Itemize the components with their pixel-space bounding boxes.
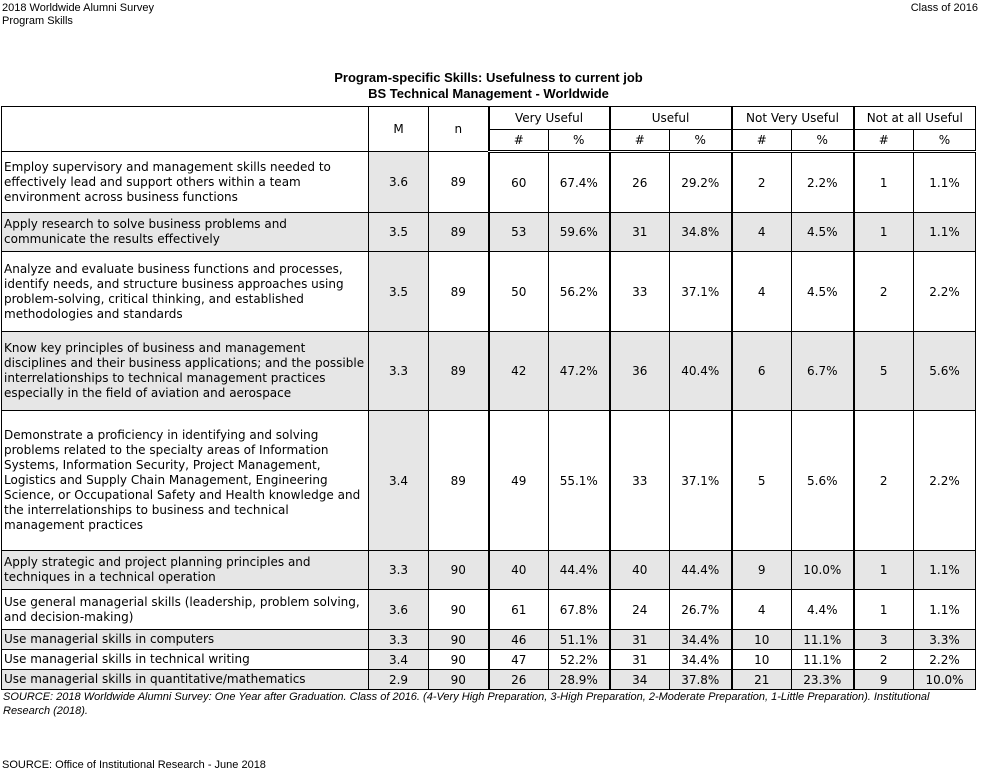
mean-value: 3.6 xyxy=(369,590,429,630)
not-at-all-useful-pct: 2.2% xyxy=(914,411,976,551)
header-not-very-useful: Not Very Useful xyxy=(732,107,854,130)
table-row xyxy=(2,411,976,551)
report-header xyxy=(2,2,154,28)
header-row-groups xyxy=(2,107,976,130)
very-useful-pct: 47.2% xyxy=(549,332,610,411)
not-at-all-useful-count: 1 xyxy=(854,551,914,590)
n-value: 89 xyxy=(429,252,489,332)
header-count: # xyxy=(732,130,792,152)
not-at-all-useful-pct: 1.1% xyxy=(914,551,976,590)
section-name: Program Skills xyxy=(2,15,73,27)
not-very-useful-pct: 4.5% xyxy=(792,213,854,252)
not-at-all-useful-count: 9 xyxy=(854,670,914,690)
useful-count: 31 xyxy=(610,630,670,650)
not-very-useful-count: 6 xyxy=(732,332,792,411)
useful-count: 31 xyxy=(610,650,670,670)
useful-count: 24 xyxy=(610,590,670,630)
table-row xyxy=(2,590,976,630)
source-note: SOURCE: 2018 Worldwide Alumni Survey: One Year after Graduation. Class of 2016. (4-Very High Preparation, 3-High Preparation, 2-Moderate Preparation, 1-Little Preparation). Institutional Research (2018). xyxy=(3,691,930,717)
not-at-all-useful-count: 2 xyxy=(854,411,914,551)
header-m: M xyxy=(369,107,429,152)
very-useful-count: 49 xyxy=(489,411,549,551)
table-row xyxy=(2,551,976,590)
very-useful-count: 53 xyxy=(489,213,549,252)
very-useful-pct: 56.2% xyxy=(549,252,610,332)
not-very-useful-count: 4 xyxy=(732,252,792,332)
n-value: 90 xyxy=(429,590,489,630)
mean-value: 2.9 xyxy=(369,670,429,690)
header-count: # xyxy=(854,130,914,152)
mean-value: 3.3 xyxy=(369,630,429,650)
not-at-all-useful-count: 2 xyxy=(854,650,914,670)
not-at-all-useful-count: 2 xyxy=(854,252,914,332)
skill-label: Use managerial skills in quantitative/mathematics xyxy=(2,670,369,690)
very-useful-pct: 44.4% xyxy=(549,551,610,590)
useful-count: 36 xyxy=(610,332,670,411)
n-value: 90 xyxy=(429,630,489,650)
very-useful-pct: 67.4% xyxy=(549,152,610,213)
useful-pct: 37.1% xyxy=(670,411,732,551)
not-very-useful-pct: 11.1% xyxy=(792,630,854,650)
not-very-useful-count: 2 xyxy=(732,152,792,213)
useful-count: 33 xyxy=(610,252,670,332)
not-at-all-useful-count: 3 xyxy=(854,630,914,650)
not-at-all-useful-count: 5 xyxy=(854,332,914,411)
n-value: 89 xyxy=(429,411,489,551)
very-useful-count: 47 xyxy=(489,650,549,670)
header-pct: % xyxy=(914,130,976,152)
table-row xyxy=(2,670,976,690)
very-useful-pct: 55.1% xyxy=(549,411,610,551)
not-at-all-useful-pct: 5.6% xyxy=(914,332,976,411)
not-at-all-useful-pct: 1.1% xyxy=(914,590,976,630)
useful-count: 34 xyxy=(610,670,670,690)
header-count: # xyxy=(489,130,549,152)
useful-pct: 44.4% xyxy=(670,551,732,590)
not-very-useful-count: 5 xyxy=(732,411,792,551)
very-useful-count: 40 xyxy=(489,551,549,590)
not-at-all-useful-count: 1 xyxy=(854,213,914,252)
not-very-useful-pct: 2.2% xyxy=(792,152,854,213)
not-very-useful-pct: 4.4% xyxy=(792,590,854,630)
very-useful-count: 42 xyxy=(489,332,549,411)
very-useful-count: 26 xyxy=(489,670,549,690)
very-useful-count: 46 xyxy=(489,630,549,650)
header-pct: % xyxy=(549,130,610,152)
not-at-all-useful-count: 1 xyxy=(854,152,914,213)
table-row xyxy=(2,252,976,332)
not-very-useful-pct: 5.6% xyxy=(792,411,854,551)
table-row xyxy=(2,213,976,252)
not-very-useful-pct: 11.1% xyxy=(792,650,854,670)
skill-label: Employ supervisory and management skills needed to effectively lead and support others within a team environment across business functions xyxy=(2,152,369,213)
mean-value: 3.4 xyxy=(369,650,429,670)
skill-label: Know key principles of business and management disciplines and their business applications; and the possible interrelationships to technical management practices especially in the field of aviation and aerospace xyxy=(2,332,369,411)
useful-count: 40 xyxy=(610,551,670,590)
not-very-useful-count: 4 xyxy=(732,590,792,630)
not-very-useful-count: 10 xyxy=(732,650,792,670)
not-very-useful-count: 4 xyxy=(732,213,792,252)
skill-label: Use general managerial skills (leadership, problem solving, and decision-making) xyxy=(2,590,369,630)
skill-label: Use managerial skills in technical writing xyxy=(2,650,369,670)
very-useful-pct: 52.2% xyxy=(549,650,610,670)
mean-value: 3.5 xyxy=(369,213,429,252)
header-pct: % xyxy=(792,130,854,152)
header-not-at-all-useful: Not at all Useful xyxy=(854,107,976,130)
not-at-all-useful-pct: 10.0% xyxy=(914,670,976,690)
mean-value: 3.6 xyxy=(369,152,429,213)
not-at-all-useful-pct: 2.2% xyxy=(914,252,976,332)
header-useful: Useful xyxy=(610,107,732,130)
n-value: 89 xyxy=(429,213,489,252)
useful-count: 31 xyxy=(610,213,670,252)
n-value: 90 xyxy=(429,650,489,670)
useful-pct: 37.8% xyxy=(670,670,732,690)
not-at-all-useful-pct: 3.3% xyxy=(914,630,976,650)
very-useful-pct: 28.9% xyxy=(549,670,610,690)
mean-value: 3.3 xyxy=(369,332,429,411)
very-useful-count: 60 xyxy=(489,152,549,213)
useful-pct: 34.4% xyxy=(670,650,732,670)
very-useful-pct: 51.1% xyxy=(549,630,610,650)
not-at-all-useful-pct: 1.1% xyxy=(914,213,976,252)
useful-count: 26 xyxy=(610,152,670,213)
mean-value: 3.5 xyxy=(369,252,429,332)
mean-value: 3.4 xyxy=(369,411,429,551)
header-n: n xyxy=(429,107,489,152)
useful-pct: 34.8% xyxy=(670,213,732,252)
class-label: Class of 2016 xyxy=(910,2,978,14)
very-useful-count: 50 xyxy=(489,252,549,332)
not-at-all-useful-pct: 1.1% xyxy=(914,152,976,213)
not-very-useful-pct: 10.0% xyxy=(792,551,854,590)
very-useful-count: 61 xyxy=(489,590,549,630)
very-useful-pct: 67.8% xyxy=(549,590,610,630)
title-line-2: BS Technical Management - Worldwide xyxy=(368,86,609,101)
skill-label: Analyze and evaluate business functions and processes, identify needs, and structure business approaches using problem-solving, critical thinking, and established methodologies and standards xyxy=(2,252,369,332)
useful-pct: 40.4% xyxy=(670,332,732,411)
n-value: 90 xyxy=(429,670,489,690)
not-very-useful-pct: 4.5% xyxy=(792,252,854,332)
skill-label: Use managerial skills in computers xyxy=(2,630,369,650)
n-value: 89 xyxy=(429,152,489,213)
not-very-useful-pct: 6.7% xyxy=(792,332,854,411)
table-row xyxy=(2,630,976,650)
skill-label: Apply strategic and project planning principles and techniques in a technical operation xyxy=(2,551,369,590)
survey-name: 2018 Worldwide Alumni Survey xyxy=(2,2,155,14)
header-blank xyxy=(2,107,369,152)
table-row xyxy=(2,152,976,213)
useful-pct: 26.7% xyxy=(670,590,732,630)
table-row xyxy=(2,650,976,670)
useful-pct: 29.2% xyxy=(670,152,732,213)
useful-count: 33 xyxy=(610,411,670,551)
skill-label: Apply research to solve business problems and communicate the results effectively xyxy=(2,213,369,252)
not-very-useful-count: 10 xyxy=(732,630,792,650)
very-useful-pct: 59.6% xyxy=(549,213,610,252)
table-row xyxy=(2,332,976,411)
mean-value: 3.3 xyxy=(369,551,429,590)
not-at-all-useful-count: 1 xyxy=(854,590,914,630)
header-pct: % xyxy=(670,130,732,152)
header-count: # xyxy=(610,130,670,152)
title-line-1: Program-specific Skills: Usefulness to current job xyxy=(334,70,643,85)
header-very-useful: Very Useful xyxy=(489,107,610,130)
useful-pct: 34.4% xyxy=(670,630,732,650)
not-very-useful-count: 9 xyxy=(732,551,792,590)
skill-label: Demonstrate a proficiency in identifying and solving problems related to the specialty areas of Information Systems, Information Security, Project Management, Logistics and Supply Chain Management, Engineering Science, or Occupational Safety and Health knowledge and the interrelationships to business and technical management practices xyxy=(2,411,369,551)
n-value: 89 xyxy=(429,332,489,411)
skills-table xyxy=(1,106,976,690)
useful-pct: 37.1% xyxy=(670,252,732,332)
table-title xyxy=(0,70,977,102)
footer-source: SOURCE: Office of Institutional Research - June 2018 xyxy=(2,759,266,771)
not-very-useful-count: 21 xyxy=(732,670,792,690)
not-at-all-useful-pct: 2.2% xyxy=(914,650,976,670)
not-very-useful-pct: 23.3% xyxy=(792,670,854,690)
n-value: 90 xyxy=(429,551,489,590)
